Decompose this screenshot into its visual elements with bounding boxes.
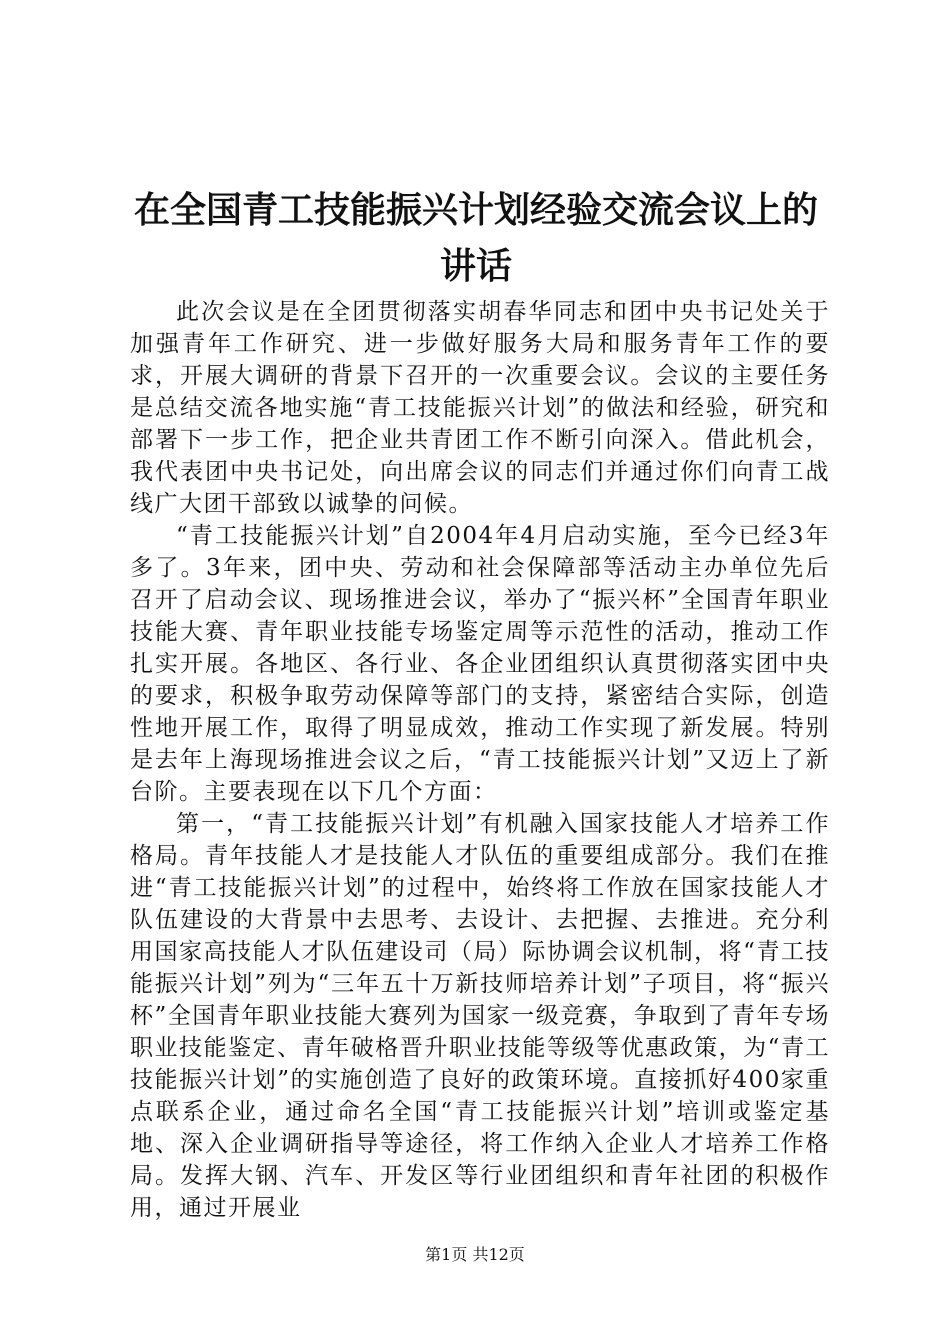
document-title: 在全国青工技能振兴计划经验交流会议上的讲话 — [133, 190, 818, 287]
paragraph-2: “青工技能振兴计划”自2004年4月启动实施，至今已经3年多了。3年来，团中央、劳动和社会保障部等活动主办单位先后召开了启动会议、现场推进会议，举办了“振兴杯”全国青年职业技能大赛、青年职业技能专场鉴定周等示范性的活动，推动工作扎实开展。各地区、各行业、各企业团组织认真贯彻落实团中央的要求，积极争取劳动保障等部门的支持，紧密结合实际，创造性地开展工作，取得了明显成效，推动工作实现了新发展。特别是去年上海现场推进会议之后，“青工技能振兴计划”又迈上了新台阶。主要表现在以下几个方面： — [130, 523, 830, 805]
page-number-footer: 第1页 共12页 — [425, 1245, 525, 1264]
document-body — [130, 296, 830, 1224]
paragraph-1: 此次会议是在全团贯彻落实胡春华同志和团中央书记处关于加强青年工作研究、进一步做好服务大局和服务青年工作的要求，开展大调研的背景下召开的一次重要会议。会议的主要任务是总结交流各地实施“青工技能振兴计划”的做法和经验，研究和部署下一步工作，把企业共青团工作不断引向深入。借此机会，我代表团中央书记处，向出席会议的同志们并通过你们向青工战线广大团干部致以诚挚的问候。 — [130, 299, 830, 517]
paragraph-3: 第一，“青工技能振兴计划”有机融入国家技能人才培养工作格局。青年技能人才是技能人才队伍的重要组成部分。我们在推进“青工技能振兴计划”的过程中，始终将工作放在国家技能人才队伍建设的大背景中去思考、去设计、去把握、去推进。充分利用国家高技能人才队伍建设司（局）际协调会议机制，将“青工技能振兴计划”列为“三年五十万新技师培养计划”子项目，将“振兴杯”全国青年职业技能大赛列为国家一级竞赛，争取到了青年专场职业技能鉴定、青年破格晋升职业技能等级等优惠政策，为“青工技能振兴计划”的实施创造了良好的政策环境。直接抓好400家重点联系企业，通过命名全国“青工技能振兴计划”培训或鉴定基地、深入企业调研指导等途径，将工作纳入企业人才培养工作格局。发挥大钢、汽车、开发区等行业团组织和青年社团的积极作用，通过开展业 — [130, 811, 830, 1221]
